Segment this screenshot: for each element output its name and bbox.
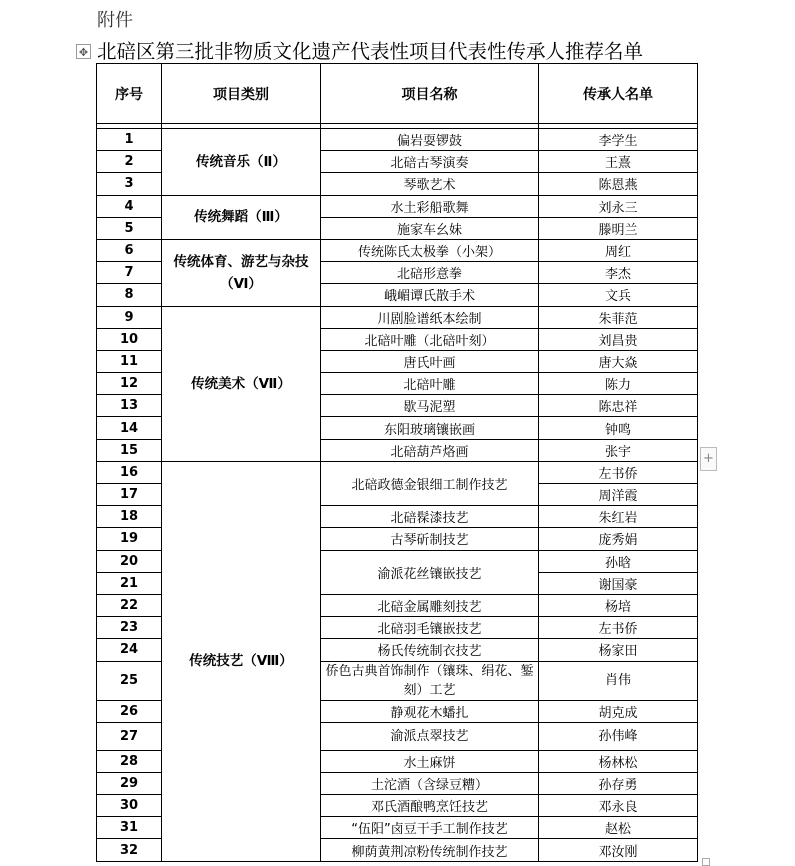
row-no: 14 xyxy=(97,417,162,439)
header-person: 传承人名单 xyxy=(539,64,698,124)
person-cell: 刘永三 xyxy=(539,195,698,217)
row-no: 17 xyxy=(97,484,162,506)
person-cell: 周红 xyxy=(539,239,698,261)
project-cell: 唐氏叶画 xyxy=(321,350,539,372)
project-cell: 水土彩船歌舞 xyxy=(321,195,539,217)
person-cell: 孙伟峰 xyxy=(539,722,698,750)
recommendation-table xyxy=(96,63,698,862)
row-no: 12 xyxy=(97,373,162,395)
project-cell: 水土麻饼 xyxy=(321,750,539,772)
table-move-handle-icon[interactable]: ✥ xyxy=(76,44,91,59)
project-cell: 北碚金属雕刻技艺 xyxy=(321,594,539,616)
person-cell: 陈力 xyxy=(539,373,698,395)
project-cell: “伍阳”卤豆干手工制作技艺 xyxy=(321,817,539,839)
person-cell: 庞秀娟 xyxy=(539,528,698,550)
project-cell: 邓氏酒酿鸭烹饪技艺 xyxy=(321,795,539,817)
person-cell: 邓汝刚 xyxy=(539,839,698,861)
person-cell: 杨林松 xyxy=(539,750,698,772)
project-cell: 柳荫黄荆凉粉传统制作技艺 xyxy=(321,839,539,861)
row-no: 22 xyxy=(97,594,162,616)
project-cell: 偏岩耍锣鼓 xyxy=(321,129,539,151)
header-no: 序号 xyxy=(97,64,162,124)
row-no: 21 xyxy=(97,572,162,594)
header-category: 项目类别 xyxy=(162,64,321,124)
row-no: 23 xyxy=(97,617,162,639)
project-cell: 侨色古典首饰制作（镶珠、绢花、錾刻）工艺 xyxy=(321,661,539,700)
row-no: 32 xyxy=(97,839,162,861)
table-row xyxy=(97,129,698,151)
person-cell: 孙存勇 xyxy=(539,772,698,794)
row-no: 5 xyxy=(97,217,162,239)
project-cell: 北碚形意拳 xyxy=(321,262,539,284)
person-cell: 谢国豪 xyxy=(539,572,698,594)
row-no: 2 xyxy=(97,151,162,173)
category-cell: 传统技艺（Ⅷ） xyxy=(162,461,321,861)
project-cell: 峨嵋谭氏散手术 xyxy=(321,284,539,306)
document-title: 北碚区第三批非物质文化遗产代表性项目代表性传承人推荐名单 xyxy=(97,40,644,63)
person-cell: 邓永良 xyxy=(539,795,698,817)
table-row xyxy=(97,306,698,328)
person-cell: 文兵 xyxy=(539,284,698,306)
row-no: 26 xyxy=(97,700,162,722)
person-cell: 刘昌贵 xyxy=(539,328,698,350)
row-no: 13 xyxy=(97,395,162,417)
header-project: 项目名称 xyxy=(321,64,539,124)
person-cell: 王熹 xyxy=(539,151,698,173)
category-cell: 传统美术（Ⅶ） xyxy=(162,306,321,461)
person-cell: 李学生 xyxy=(539,129,698,151)
row-no: 16 xyxy=(97,461,162,483)
row-no: 4 xyxy=(97,195,162,217)
category-cell: 传统体育、游艺与杂技（Ⅵ） xyxy=(162,239,321,306)
person-cell: 钟鸣 xyxy=(539,417,698,439)
annex-label: 附件 xyxy=(97,10,133,31)
table-row xyxy=(97,461,698,483)
category-cell: 传统音乐（Ⅱ） xyxy=(162,129,321,196)
row-no: 20 xyxy=(97,550,162,572)
person-cell: 陈恩燕 xyxy=(539,173,698,195)
person-cell: 杨家田 xyxy=(539,639,698,661)
person-cell: 朱红岩 xyxy=(539,506,698,528)
project-cell: 琴歌艺术 xyxy=(321,173,539,195)
table-header-row xyxy=(97,64,698,124)
row-no: 31 xyxy=(97,817,162,839)
project-cell: 川剧脸谱纸本绘制 xyxy=(321,306,539,328)
project-cell: 古琴斫制技艺 xyxy=(321,528,539,550)
person-cell: 陈忠祥 xyxy=(539,395,698,417)
project-cell: 北碚羽毛镶嵌技艺 xyxy=(321,617,539,639)
project-cell: 北碚古琴演奏 xyxy=(321,151,539,173)
project-cell: 静观花木蟠扎 xyxy=(321,700,539,722)
row-no: 24 xyxy=(97,639,162,661)
row-no: 10 xyxy=(97,328,162,350)
person-cell: 滕明兰 xyxy=(539,217,698,239)
project-cell: 渝派点翠技艺 xyxy=(321,722,539,750)
project-cell: 歇马泥塑 xyxy=(321,395,539,417)
row-no: 9 xyxy=(97,306,162,328)
row-no: 1 xyxy=(97,129,162,151)
project-cell: 北碚葫芦烙画 xyxy=(321,439,539,461)
project-cell: 传统陈氏太极拳（小架） xyxy=(321,239,539,261)
row-no: 27 xyxy=(97,722,162,750)
row-no: 28 xyxy=(97,750,162,772)
project-cell: 北碚髹漆技艺 xyxy=(321,506,539,528)
person-cell: 胡克成 xyxy=(539,700,698,722)
person-cell: 左书侨 xyxy=(539,617,698,639)
person-cell: 左书侨 xyxy=(539,461,698,483)
table-row xyxy=(97,195,698,217)
project-cell: 北碚政德金银细工制作技艺 xyxy=(321,461,539,505)
row-no: 30 xyxy=(97,795,162,817)
person-cell: 周洋霞 xyxy=(539,484,698,506)
add-row-plus-icon[interactable]: + xyxy=(700,447,717,471)
person-cell: 张宇 xyxy=(539,439,698,461)
table-resize-handle[interactable] xyxy=(702,858,710,866)
person-cell: 孙晗 xyxy=(539,550,698,572)
person-cell: 朱菲范 xyxy=(539,306,698,328)
table-row xyxy=(97,239,698,261)
project-cell: 东阳玻璃镶嵌画 xyxy=(321,417,539,439)
project-cell: 土沱酒（含绿豆糟） xyxy=(321,772,539,794)
person-cell: 唐大焱 xyxy=(539,350,698,372)
row-no: 29 xyxy=(97,772,162,794)
project-cell: 杨氏传统制衣技艺 xyxy=(321,639,539,661)
person-cell: 赵松 xyxy=(539,817,698,839)
row-no: 3 xyxy=(97,173,162,195)
person-cell: 肖伟 xyxy=(539,661,698,700)
row-no: 8 xyxy=(97,284,162,306)
row-no: 11 xyxy=(97,350,162,372)
category-cell: 传统舞蹈（Ⅲ） xyxy=(162,195,321,239)
row-no: 6 xyxy=(97,239,162,261)
project-cell: 渝派花丝镶嵌技艺 xyxy=(321,550,539,594)
person-cell: 李杰 xyxy=(539,262,698,284)
row-no: 18 xyxy=(97,506,162,528)
row-no: 19 xyxy=(97,528,162,550)
project-cell: 北碚叶雕 xyxy=(321,373,539,395)
row-no: 15 xyxy=(97,439,162,461)
project-cell: 施家车幺妹 xyxy=(321,217,539,239)
row-no: 7 xyxy=(97,262,162,284)
person-cell: 杨培 xyxy=(539,594,698,616)
project-cell: 北碚叶雕（北碚叶刻） xyxy=(321,328,539,350)
row-no: 25 xyxy=(97,661,162,700)
